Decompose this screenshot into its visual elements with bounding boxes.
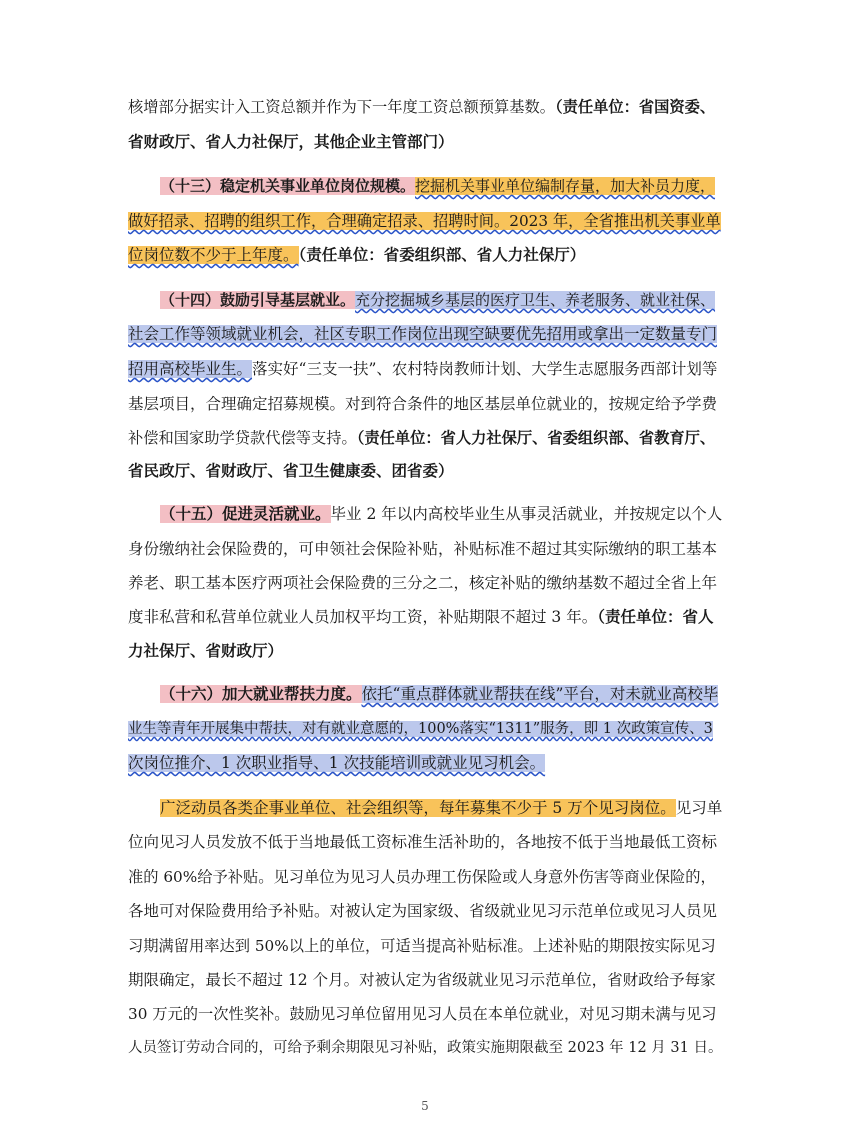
text-line: 省财政厅、省人力社保厅，其他企业主管部门）	[128, 133, 454, 151]
text-line: 基层项目，合理确定招募规模。对到符合条件的地区基层单位就业的，按规定给予学费	[128, 395, 718, 413]
text-line: 准的 60%给予补贴。见习单位为见习人员办理工伤保险或人身意外伤害等商业保险的，	[128, 868, 716, 886]
text-line: 各地可对保险费用给予补贴。对被认定为国家级、省级就业见习示范单位或见习人员见	[128, 902, 718, 920]
page-number: 5	[421, 1099, 429, 1113]
text-line: 次岗位推介、1 次职业指导、1 次技能培训或就业见习机会。	[128, 754, 546, 772]
text-line: 力社保厅、省财政厅）	[128, 642, 284, 660]
text-line: 社会工作等领域就业机会，社区专职工作岗位出现空缺要优先招用或拿出一定数量专门	[128, 325, 718, 343]
text-line: 补偿和国家助学贷款代偿等支持。（责任单位：省人力社保厅、省委组织部、省教育厅、	[128, 429, 716, 447]
text-line: （十六）加大就业帮扶力度。依托“重点群体就业帮扶在线”平台，对未就业高校毕	[160, 685, 719, 703]
text-line: 习期满留用率达到 50%以上的单位，可适当提高补贴标准。上述补贴的期限按实际见习	[128, 937, 716, 955]
text-line: 位岗位数不少于上年度。（责任单位：省委组织部、省人力社保厅）	[128, 246, 586, 264]
text-line: 广泛动员各类企事业单位、社会组织等，每年募集不少于 5 万个见习岗位。见习单	[160, 799, 723, 817]
section-heading: （十三）稳定机关事业单位岗位规模。	[160, 177, 416, 195]
section-heading: （十四）鼓励引导基层就业。	[160, 291, 356, 309]
text-line: （十五）促进灵活就业。毕业 2 年以内高校毕业生从事灵活就业，并按规定以个人	[160, 505, 723, 523]
text-line: 人员签订劳动合同的，可给予剩余期限见习补贴，政策实施期限截至 2023 年 12 月 31 日。	[128, 1040, 723, 1056]
section-heading: （十五）促进灵活就业。	[160, 505, 331, 523]
text-line: 养老、职工基本医疗两项社会保险费的三分之二，核定补贴的缴纳基数不超过全省上年	[128, 574, 718, 592]
text-line: 核增部分据实计入工资总额并作为下一年度工资总额预算基数。（责任单位：省国资委、	[128, 98, 716, 116]
text-line: （十三）稳定机关事业单位岗位规模。挖掘机关事业单位编制存量，加大补员力度，	[160, 177, 716, 195]
text-line: 位向见习人员发放不低于当地最低工资标准生活补助的，各地按不低于当地最低工资标	[128, 833, 718, 851]
text-line: 度非私营和私营单位就业人员加权平均工资，补贴期限不超过 3 年。（责任单位：省人	[128, 608, 714, 626]
text-line: 身份缴纳社会保险费的，可申领社会保险补贴，补贴标准不超过其实际缴纳的职工基本	[128, 540, 718, 558]
text-line: 业生等青年开展集中帮扶，对有就业意愿的，100%落实“1311”服务，即 1 次政策宣传、3	[128, 721, 713, 737]
text-line: 期限确定，最长不超过 12 个月。对被认定为省级就业见习示范单位，省财政给予每家	[128, 971, 716, 989]
text-line: 做好招录、招聘的组织工作，合理确定招录、招聘时间。2023 年，全省推出机关事业单	[128, 212, 721, 230]
text-line: 30 万元的一次性奖补。鼓励见习单位留用见习人员在本单位就业，对见习期未满与见习	[128, 1005, 717, 1023]
text-line: 招用高校毕业生。落实好“三支一扶”、农村特岗教师计划、大学生志愿服务西部计划等	[128, 360, 718, 378]
section-heading: （十六）加大就业帮扶力度。	[160, 685, 362, 703]
text-line: （十四）鼓励引导基层就业。充分挖掘城乡基层的医疗卫生、养老服务、就业社保、	[160, 291, 716, 309]
text-line: 省民政厅、省财政厅、省卫生健康委、团省委）	[128, 462, 454, 480]
